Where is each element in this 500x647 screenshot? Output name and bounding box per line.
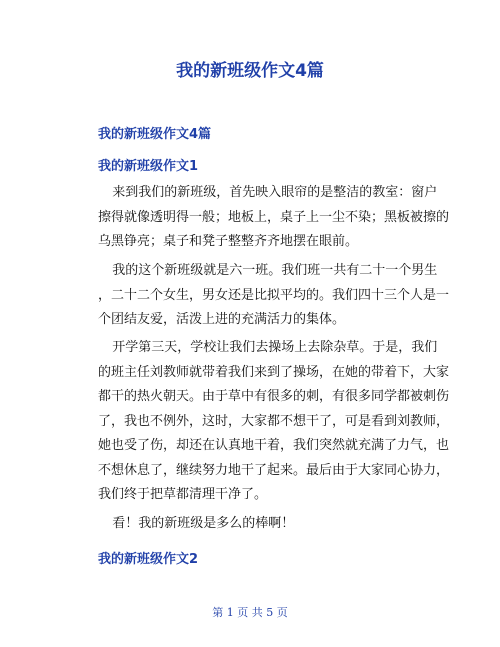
paragraph-line: 不想休息了，继续努力地干了起来。最后由于大家同心协力， (98, 462, 450, 478)
paragraph-line: 的班主任刘教师就带着我们来到了操场，在她的带着下，大家 (98, 364, 450, 380)
paragraph-line: ，二十二个女生，男女还是比拟平均的。我们四十三个人是一 (98, 287, 450, 303)
paragraph-line: 开学第三天，学校让我们去操场上去除杂草。于是，我们 (112, 340, 438, 355)
page-title: 我的新班级作文4篇 (176, 61, 324, 81)
essay-2-title: 我的新班级作文2 (98, 552, 199, 567)
paragraph-line: 我的这个新班级就是六一班。我们班一共有二十一个男生 (112, 263, 438, 278)
page-indicator: 第 1 页 共 5 页 (212, 606, 288, 619)
paragraph-line: 擦得就像透明得一般；地板上，桌子上一尘不染；黑板被擦的 (98, 209, 450, 225)
paragraph-line: 了，我也不例外，这时，大家都不想干了，可是看到刘教师， (98, 413, 450, 429)
paragraph-1 (98, 181, 450, 255)
essay-1-title: 我的新班级作文1 (98, 159, 199, 174)
paragraph-line: 个团结友爱，活泼上进的充满活力的集体。 (98, 312, 346, 327)
paragraph-line: 乌黑铮亮；桌子和凳子整整齐齐地摆在眼前。 (98, 234, 359, 249)
paragraph-4 (98, 512, 434, 537)
paragraph-line: 来到我们的新班级，首先映入眼帘的是整洁的教室：窗户 (112, 185, 438, 200)
paragraph-line: 她也受了伤，却还在认真地干着，我们突然就充满了力气，也 (98, 438, 450, 453)
section-heading: 我的新班级作文4篇 (98, 127, 212, 142)
paragraph-2 (98, 259, 450, 333)
paragraph-line: 我们终于把草都清理干净了。 (98, 487, 268, 502)
paragraph-line: 看！我的新班级是多么的棒啊！ (112, 516, 295, 531)
paragraph-line: 都干的热火朝天。由于草中有很多的刺，有很多同学都被刺伤 (98, 389, 450, 404)
paragraph-3 (98, 336, 450, 508)
